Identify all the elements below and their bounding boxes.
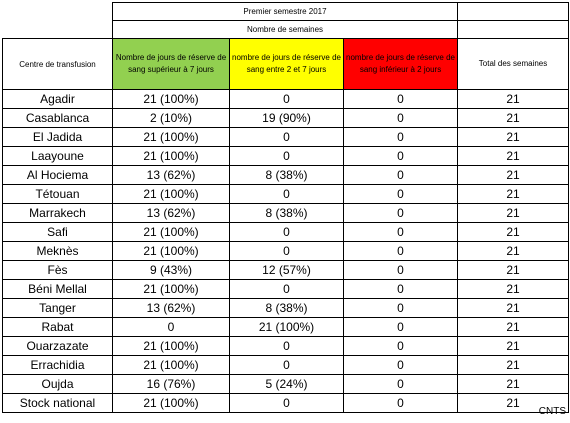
center-name-cell: Casablanca	[3, 109, 113, 128]
table-row	[3, 90, 569, 109]
total-weeks-cell: 21	[458, 204, 569, 223]
center-name-cell: Safi	[3, 223, 113, 242]
total-weeks-cell: 21	[458, 356, 569, 375]
reserve-over-7-days-cell: 21 (100%)	[113, 128, 230, 147]
corner-blank	[3, 21, 113, 39]
reserve-2-to-7-days-cell: 0	[230, 337, 344, 356]
reserve-2-to-7-days-cell: 8 (38%)	[230, 299, 344, 318]
reserve-2-to-7-days-cell: 0	[230, 147, 344, 166]
reserve-2-to-7-days-cell: 21 (100%)	[230, 318, 344, 337]
reserve-under-2-days-cell: 0	[344, 166, 458, 185]
reserve-over-7-days-cell: 9 (43%)	[113, 261, 230, 280]
reserve-under-2-days-cell: 0	[344, 185, 458, 204]
reserve-over-7-days-cell: 13 (62%)	[113, 204, 230, 223]
reserve-under-2-days-cell: 0	[344, 204, 458, 223]
reserve-under-2-days-cell: 0	[344, 299, 458, 318]
reserve-under-2-days-cell: 0	[344, 337, 458, 356]
reserve-2-to-7-days-cell: 19 (90%)	[230, 109, 344, 128]
reserve-under-2-days-cell: 0	[344, 375, 458, 394]
table-row	[3, 318, 569, 337]
table-row	[3, 242, 569, 261]
table-row	[3, 280, 569, 299]
reserve-over-7-days-cell: 21 (100%)	[113, 242, 230, 261]
center-name-cell: Tanger	[3, 299, 113, 318]
reserve-2-to-7-days-cell: 0	[230, 223, 344, 242]
total-weeks-cell: 21	[458, 223, 569, 242]
total-weeks-cell: 21	[458, 394, 569, 413]
reserve-under-2-days-cell: 0	[344, 147, 458, 166]
header-empty-cell	[458, 3, 569, 21]
total-weeks-cell: 21	[458, 375, 569, 394]
center-name-cell: El Jadida	[3, 128, 113, 147]
reserve-under-2-days-cell: 0	[344, 394, 458, 413]
total-weeks-cell: 21	[458, 318, 569, 337]
reserve-over-7-days-cell: 16 (76%)	[113, 375, 230, 394]
reserve-2-to-7-days-cell: 0	[230, 394, 344, 413]
table-row	[3, 375, 569, 394]
center-name-cell: Marrakech	[3, 204, 113, 223]
header-row-columns	[3, 39, 569, 90]
total-weeks-cell: 21	[458, 337, 569, 356]
reserve-over-7-days-cell: 13 (62%)	[113, 299, 230, 318]
reserve-over-7-days-cell: 21 (100%)	[113, 147, 230, 166]
center-name-cell: Béni Mellal	[3, 280, 113, 299]
table-row	[3, 166, 569, 185]
reserve-over-7-days-cell: 21 (100%)	[113, 280, 230, 299]
reserve-under-2-days-header: nombre de jours de réserve de sang inférieur à 2 jours	[344, 39, 458, 90]
total-weeks-cell: 21	[458, 261, 569, 280]
table-row	[3, 128, 569, 147]
center-name-cell: Rabat	[3, 318, 113, 337]
table-row	[3, 204, 569, 223]
semester-title: Premier semestre 2017	[113, 3, 458, 21]
table-row	[3, 356, 569, 375]
reserve-over-7-days-cell: 13 (62%)	[113, 166, 230, 185]
total-weeks-cell: 21	[458, 109, 569, 128]
reserve-under-2-days-cell: 0	[344, 242, 458, 261]
reserve-under-2-days-cell: 0	[344, 90, 458, 109]
blood-reserve-table	[2, 2, 569, 413]
total-weeks-cell: 21	[458, 166, 569, 185]
reserve-2-to-7-days-cell: 0	[230, 128, 344, 147]
center-name-cell: Laayoune	[3, 147, 113, 166]
reserve-under-2-days-cell: 0	[344, 356, 458, 375]
reserve-2-to-7-days-cell: 0	[230, 185, 344, 204]
center-name-cell: Agadir	[3, 90, 113, 109]
total-weeks-cell: 21	[458, 185, 569, 204]
center-name-cell: Stock national	[3, 394, 113, 413]
reserve-under-2-days-cell: 0	[344, 128, 458, 147]
total-weeks-cell: 21	[458, 147, 569, 166]
center-column-header: Centre de transfusion	[3, 39, 113, 90]
reserve-over-7-days-cell: 0	[113, 318, 230, 337]
corner-blank	[3, 3, 113, 21]
center-name-cell: Fès	[3, 261, 113, 280]
header-row-semester	[3, 3, 569, 21]
table-row	[3, 223, 569, 242]
total-weeks-header: Total des semaines	[458, 39, 569, 90]
center-name-cell: Ouarzazate	[3, 337, 113, 356]
reserve-2-to-7-days-header: nombre de jours de réserve de sang entre 2 et 7 jours	[230, 39, 344, 90]
table-row	[3, 394, 569, 413]
table-row	[3, 185, 569, 204]
reserve-under-2-days-cell: 0	[344, 261, 458, 280]
reserve-over-7-days-header: Nombre de jours de réserve de sang supérieur à 7 jours	[113, 39, 230, 90]
total-weeks-cell: 21	[458, 299, 569, 318]
reserve-over-7-days-cell: 21 (100%)	[113, 223, 230, 242]
center-name-cell: Meknès	[3, 242, 113, 261]
center-name-cell: Errachidia	[3, 356, 113, 375]
center-name-cell: Oujda	[3, 375, 113, 394]
reserve-over-7-days-cell: 21 (100%)	[113, 394, 230, 413]
reserve-2-to-7-days-cell: 0	[230, 280, 344, 299]
reserve-2-to-7-days-cell: 0	[230, 90, 344, 109]
total-weeks-cell: 21	[458, 280, 569, 299]
reserve-over-7-days-cell: 21 (100%)	[113, 90, 230, 109]
reserve-2-to-7-days-cell: 0	[230, 242, 344, 261]
center-name-cell: Tétouan	[3, 185, 113, 204]
table-row	[3, 109, 569, 128]
reserve-over-7-days-cell: 21 (100%)	[113, 337, 230, 356]
total-weeks-cell: 21	[458, 128, 569, 147]
reserve-2-to-7-days-cell: 8 (38%)	[230, 204, 344, 223]
total-weeks-cell: 21	[458, 90, 569, 109]
reserve-2-to-7-days-cell: 5 (24%)	[230, 375, 344, 394]
reserve-over-7-days-cell: 21 (100%)	[113, 185, 230, 204]
source-credit: CNTS	[538, 406, 566, 417]
reserve-under-2-days-cell: 0	[344, 109, 458, 128]
reserve-2-to-7-days-cell: 8 (38%)	[230, 166, 344, 185]
weeks-label: Nombre de semaines	[113, 21, 458, 39]
reserve-2-to-7-days-cell: 12 (57%)	[230, 261, 344, 280]
table-row	[3, 299, 569, 318]
table-row	[3, 147, 569, 166]
reserve-over-7-days-cell: 21 (100%)	[113, 356, 230, 375]
table-row	[3, 337, 569, 356]
reserve-2-to-7-days-cell: 0	[230, 356, 344, 375]
total-weeks-cell: 21	[458, 242, 569, 261]
reserve-under-2-days-cell: 0	[344, 318, 458, 337]
header-row-weeks	[3, 21, 569, 39]
reserve-under-2-days-cell: 0	[344, 280, 458, 299]
header-empty-cell	[458, 21, 569, 39]
reserve-under-2-days-cell: 0	[344, 223, 458, 242]
reserve-over-7-days-cell: 2 (10%)	[113, 109, 230, 128]
center-name-cell: Al Hociema	[3, 166, 113, 185]
table-row	[3, 261, 569, 280]
